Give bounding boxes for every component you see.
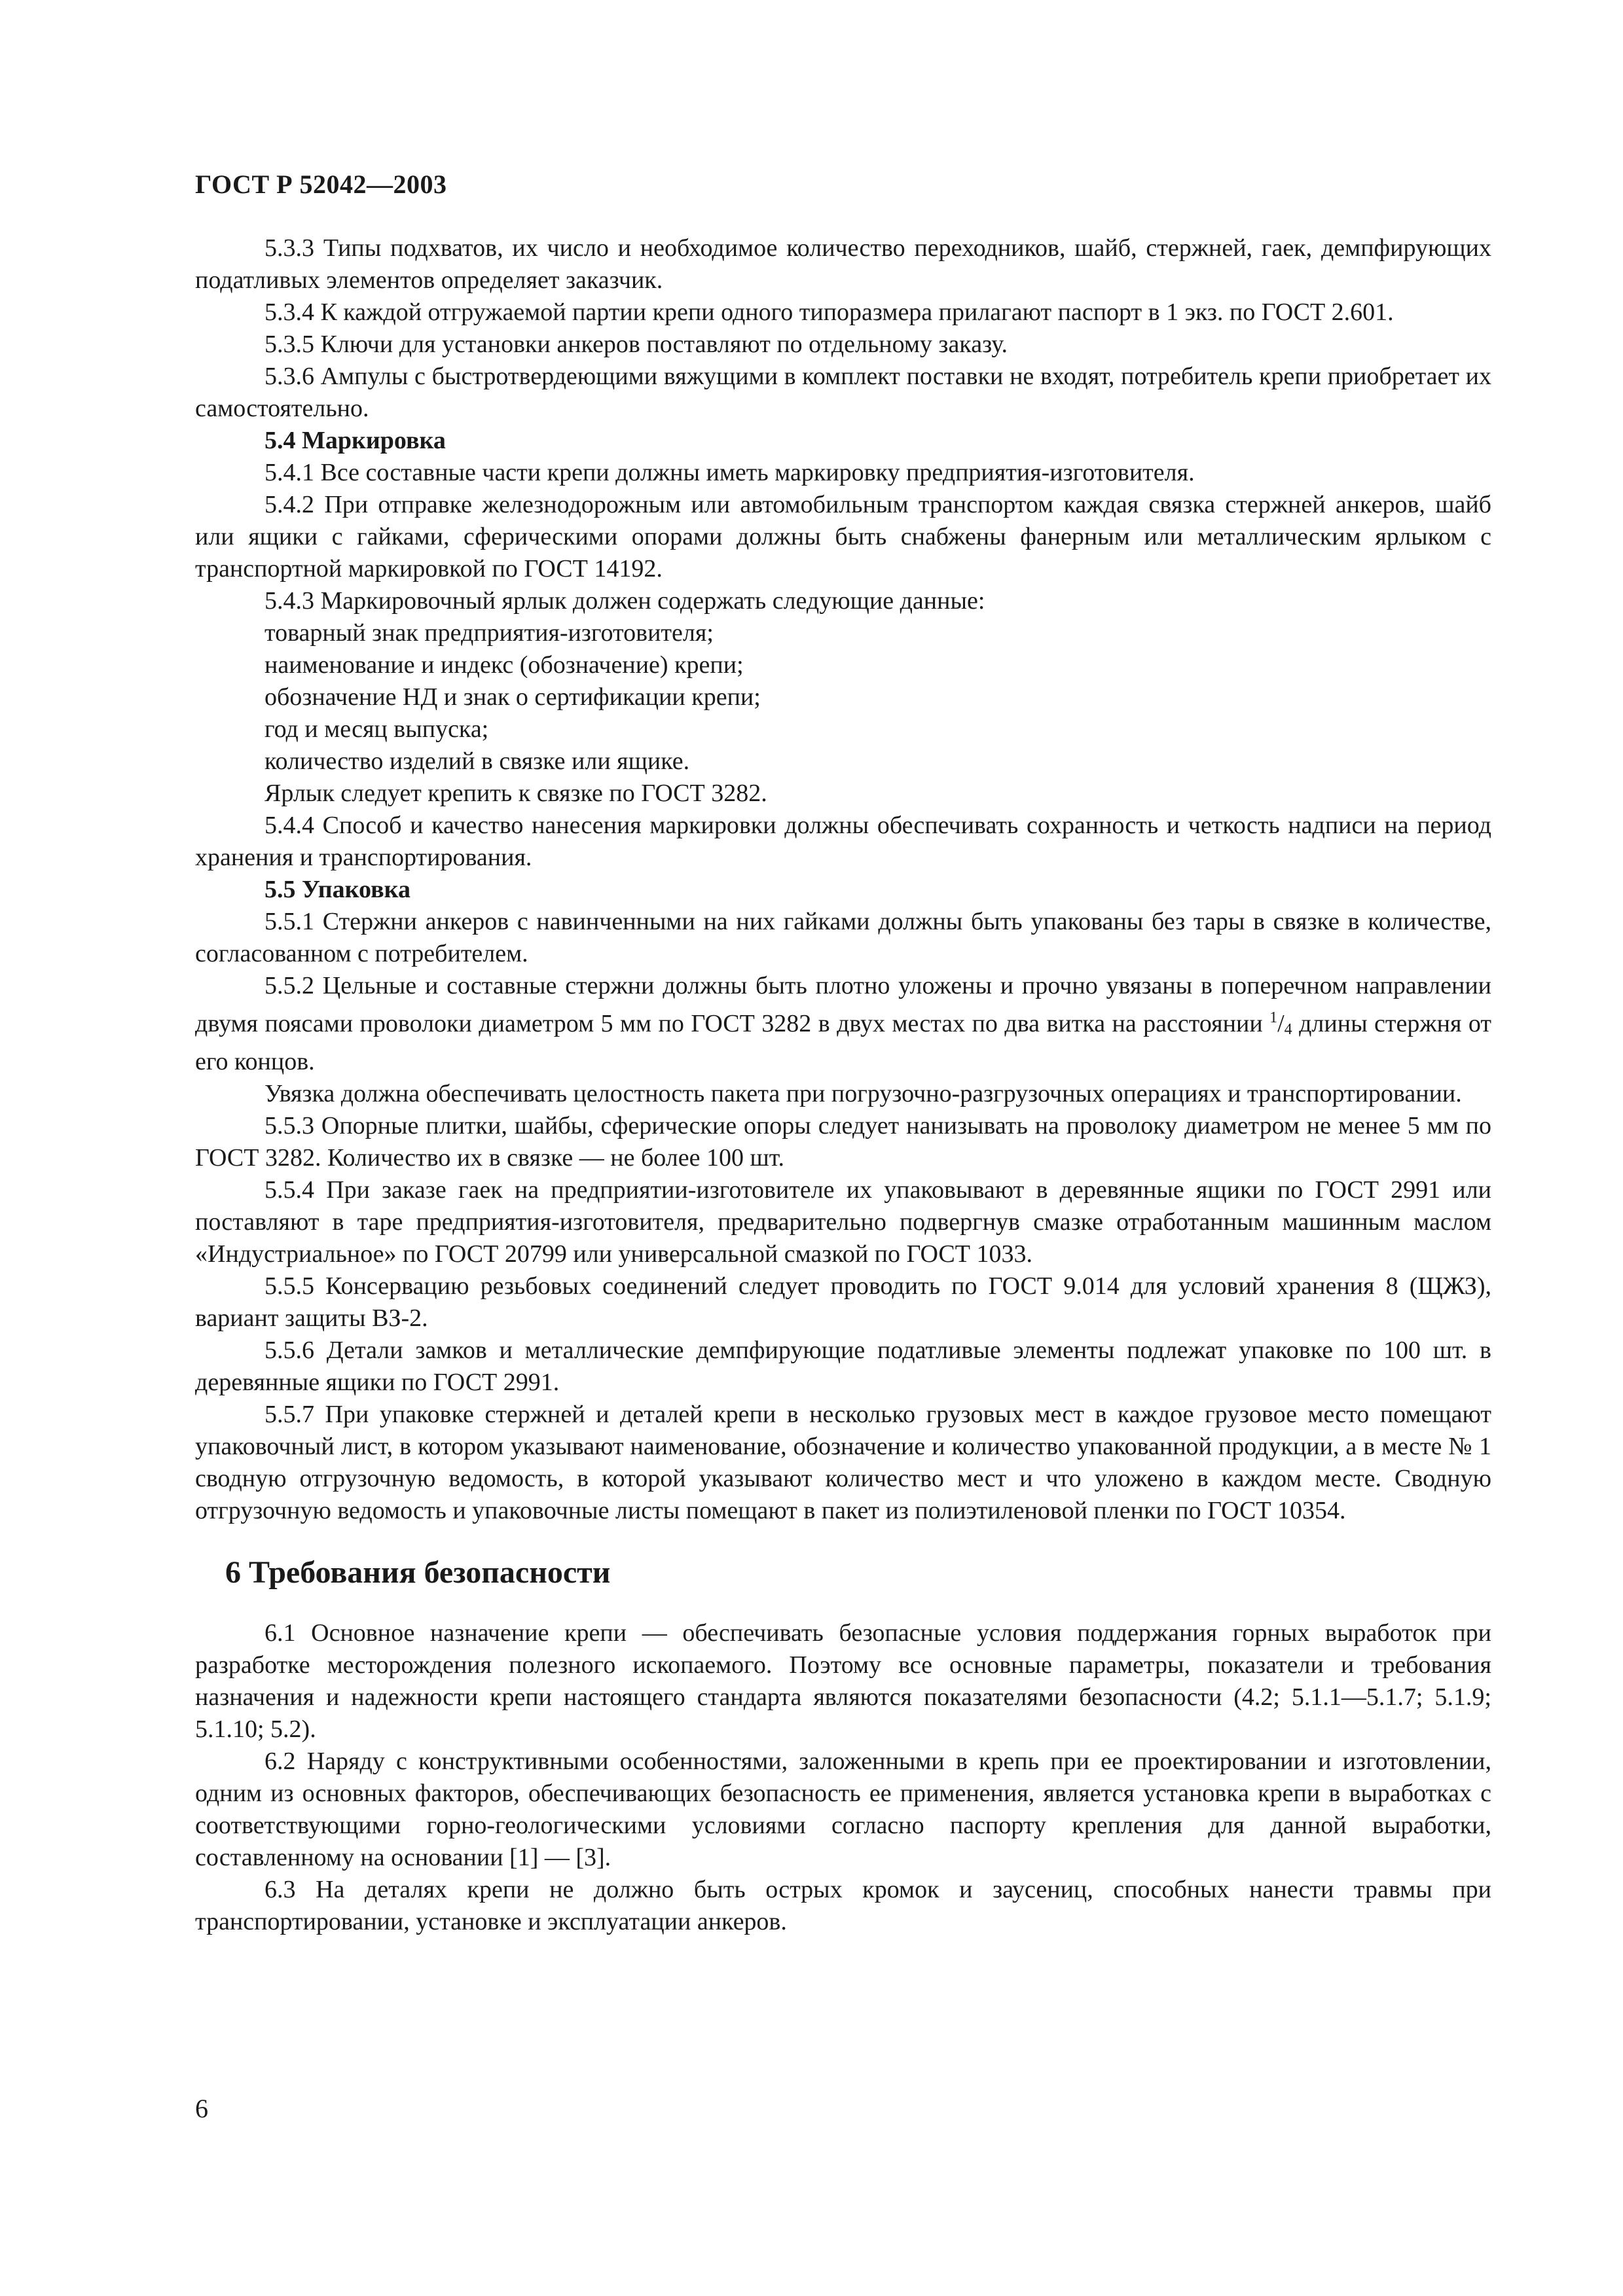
clause-5-3-6: 5.3.6 Ампулы с быстротвердеющими вяжущими в комплект поставки не входят, потребитель крепи приобретает их самостоятельно.	[195, 363, 1491, 422]
clause-5-4-3: 5.4.3 Маркировочный ярлык должен содержать следующие данные:	[264, 587, 985, 615]
clause-5-4-3-tail: Ярлык следует крепить к связке по ГОСТ 3282.	[264, 780, 767, 807]
clause-6-2: 6.2 Наряду с конструктивными особенностями, заложенными в крепь при ее проектировании и изготовлении, одним из основных факторов, обеспечивающих безопасность ее применения, является установка крепи в выработках с соответствующими горно-геологическими условиями согласно паспорту крепления для данной выработки, составленному на основании [1] — [3].	[195, 1748, 1491, 1871]
standard-code-header: ГОСТ Р 52042—2003	[195, 170, 447, 199]
clause-5-4-1: 5.4.1 Все составные части крепи должны иметь маркировку предприятия-изготовителя.	[264, 459, 1195, 486]
clause-5-5-3: 5.5.3 Опорные плитки, шайбы, сферические опоры следует нанизывать на проволоку диаметром не менее 5 мм по ГОСТ 3282. Количество их в связке — не более 100 шт.	[195, 1112, 1491, 1172]
page-number: 6	[195, 2094, 208, 2123]
label-list-item: обозначение НД и знак о сертификации крепи;	[264, 683, 761, 711]
clause-5-5-2	[195, 970, 1491, 1078]
clause-5-3-5: 5.3.5 Ключи для установки анкеров поставляют по отдельному заказу.	[264, 331, 1008, 358]
clause-5-5-1: 5.5.1 Стержни анкеров с навинченными на них гайками должны быть упакованы без тары в связке в количестве, согласованном с потребителем.	[195, 908, 1491, 967]
clause-5-3-3: 5.3.3 Типы подхватов, их число и необходимое количество переходников, шайб, стержней, гаек, демпфирующих податливых элементов определяет заказчик.	[195, 234, 1491, 294]
label-list-item: наименование и индекс (обозначение) крепи;	[264, 651, 744, 679]
label-list-item: товарный знак предприятия-изготовителя;	[264, 619, 714, 647]
clause-6-3: 6.3 На деталях крепи не должно быть острых кромок и заусениц, способных нанести травмы при транспортировании, установке и эксплуатации анкеров.	[195, 1876, 1491, 1935]
clause-5-4-4: 5.4.4 Способ и качество нанесения маркировки должны обеспечивать сохранность и четкость надписи на период хранения и транспортирования.	[195, 812, 1491, 871]
clause-5-5-6: 5.5.6 Детали замков и металлические демпфирующие податливые элементы подлежат упаковке по 100 шт. в деревянные ящики по ГОСТ 2991.	[195, 1336, 1491, 1396]
fraction-one-quarter: $^1/_4$	[1269, 1009, 1292, 1038]
clause-5-5-4: 5.5.4 При заказе гаек на предприятии-изготовителе их упаковывают в деревянные ящики по ГОСТ 2991 или поставляют в таре предприятия-изготовителя, предварительно подвергнув смазке отработанным машинным маслом «Индустриальное» по ГОСТ 20799 или универсальной смазкой по ГОСТ 1033.	[195, 1176, 1491, 1268]
clause-5-5-2-text-a: 5.5.2 Цельные и составные стержни должны быть плотно уложены и прочно увязаны в поперечном направлении двумя поясами проволоки диаметром 5 мм по ГОСТ 3282 в двух местах по два витка на расстоянии	[195, 972, 1491, 1037]
clause-5-5-5: 5.5.5 Консервацию резьбовых соединений следует проводить по ГОСТ 9.014 для условий хранения 8 (ЩЖЗ), вариант защиты ВЗ-2.	[195, 1272, 1491, 1332]
label-list-item: год и месяц выпуска;	[264, 715, 489, 743]
clause-5-4-2: 5.4.2 При отправке железнодорожным или автомобильным транспортом каждая связка стержней анкеров, шайб или ящики с гайками, сферическими опорами должны быть снабжены фанерным или металлическим ярлыком с транспортной маркировкой по ГОСТ 14192.	[195, 491, 1491, 583]
clause-5-3-4: 5.3.4 К каждой отгружаемой партии крепи одного типоразмера прилагают паспорт в 1 экз. по ГОСТ 2.601.	[264, 298, 1394, 326]
clause-5-5-7: 5.5.7 При упаковке стержней и деталей крепи в несколько грузовых мест в каждое грузовое место помещают упаковочный лист, в котором указывают наименование, обозначение и количество упакованной продукции, а в месте № 1 сводную отгрузочную ведомость, в которой указывают количество мест и что уложено в каждом месте. Сводную отгрузочную ведомость и упаковочные листы помещают в пакет из полиэтиленовой пленки по ГОСТ 10354.	[195, 1401, 1491, 1524]
fraction-numerator: 1	[1269, 1009, 1278, 1026]
subsection-heading-5-4: 5.4 Маркировка	[264, 427, 446, 454]
label-list-item: количество изделий в связке или ящике.	[264, 747, 690, 775]
subsection-heading-5-5: 5.5 Упаковка	[264, 876, 410, 903]
document-body	[195, 232, 1491, 1938]
fraction-denominator: 4	[1284, 1021, 1292, 1038]
clause-5-5-2-text-b: длины стержня от его концов.	[195, 1010, 1491, 1075]
section-heading-6: 6 Требования безопасности	[225, 1555, 611, 1590]
clause-6-1: 6.1 Основное назначение крепи — обеспечивать безопасные условия поддержания горных выработок при разработке месторождения полезного ископаемого. Поэтому все основные параметры, показатели и требования назначения и надежности крепи настоящего стандарта являются показателями безопасности (4.2; 5.1.1—5.1.7; 5.1.9; 5.1.10; 5.2).	[195, 1619, 1491, 1743]
clause-5-5-2-continuation: Увязка должна обеспечивать целостность пакета при погрузочно-разгрузочных операциях и транспортировании.	[264, 1080, 1462, 1107]
